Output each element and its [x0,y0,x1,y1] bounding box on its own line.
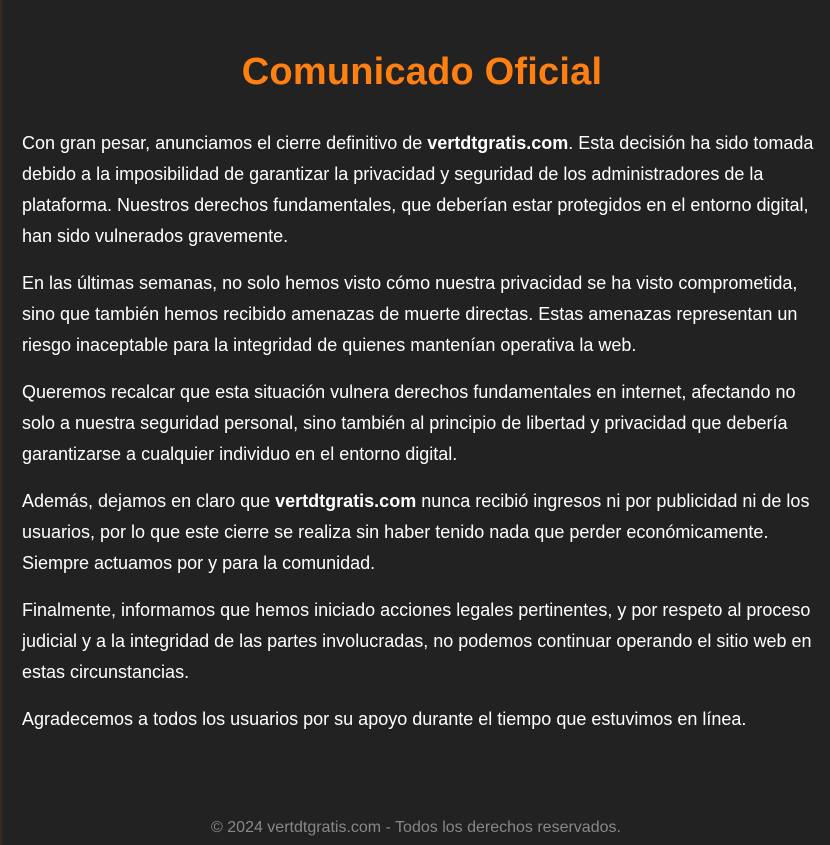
site-name: vertdtgratis.com [275,491,417,511]
paragraph-closure [22,128,822,252]
paragraph-threats: En las últimas semanas, no solo hemos visto cómo nuestra privacidad se ha visto comprometida, sino que también hemos recibido amenazas de muerte directas. Estas amenazas representan un riesgo inaceptable para la integridad de quienes mantenían operativa la web. [22,273,798,355]
announcement-body [22,128,822,735]
paragraph-text: Con gran pesar, anunciamos el cierre definitivo de [22,133,428,153]
paragraph-rights: Queremos recalcar que esta situación vulnera derechos fundamentales en internet, afectando no solo a nuestra seguridad personal, sino también al principio de libertad y privacidad que debería garantizarse a cualquier individuo en el entorno digital. [22,382,796,464]
paragraph-text: nunca recibió ingresos ni por publicidad ni de los usuarios, por lo que este cierre se realiza sin haber tenido nada que perder económicamente. Siempre actuamos por y para la comunidad. [22,491,810,573]
paragraph-legal-actions: Finalmente, informamos que hemos iniciado acciones legales pertinentes, y por respeto al proceso judicial y a la integridad de las partes involucradas, no podemos continuar operando el sitio web en estas circunstancias. [22,600,812,682]
paragraph-text: Además, dejamos en claro que [22,491,276,511]
announcement-page [2,0,830,845]
paragraph-text: . Esta decisión ha sido tomada debido a la imposibilidad de garantizar la privacidad y seguridad de los administradores de la plataforma. Nuestros derechos fundamentales, que deberían estar protegidos en el entorno digital, han sido vulnerados gravemente. [22,133,814,246]
site-name: vertdtgratis.com [427,133,569,153]
paragraph-thanks: Agradecemos a todos los usuarios por su apoyo durante el tiempo que estuvimos en línea. [22,709,747,729]
paragraph-no-income [22,486,822,579]
page-footer: © 2024 vertdtgratis.com - Todos los derechos reservados. [211,819,621,836]
page-title: Comunicado Oficial [241,51,603,93]
